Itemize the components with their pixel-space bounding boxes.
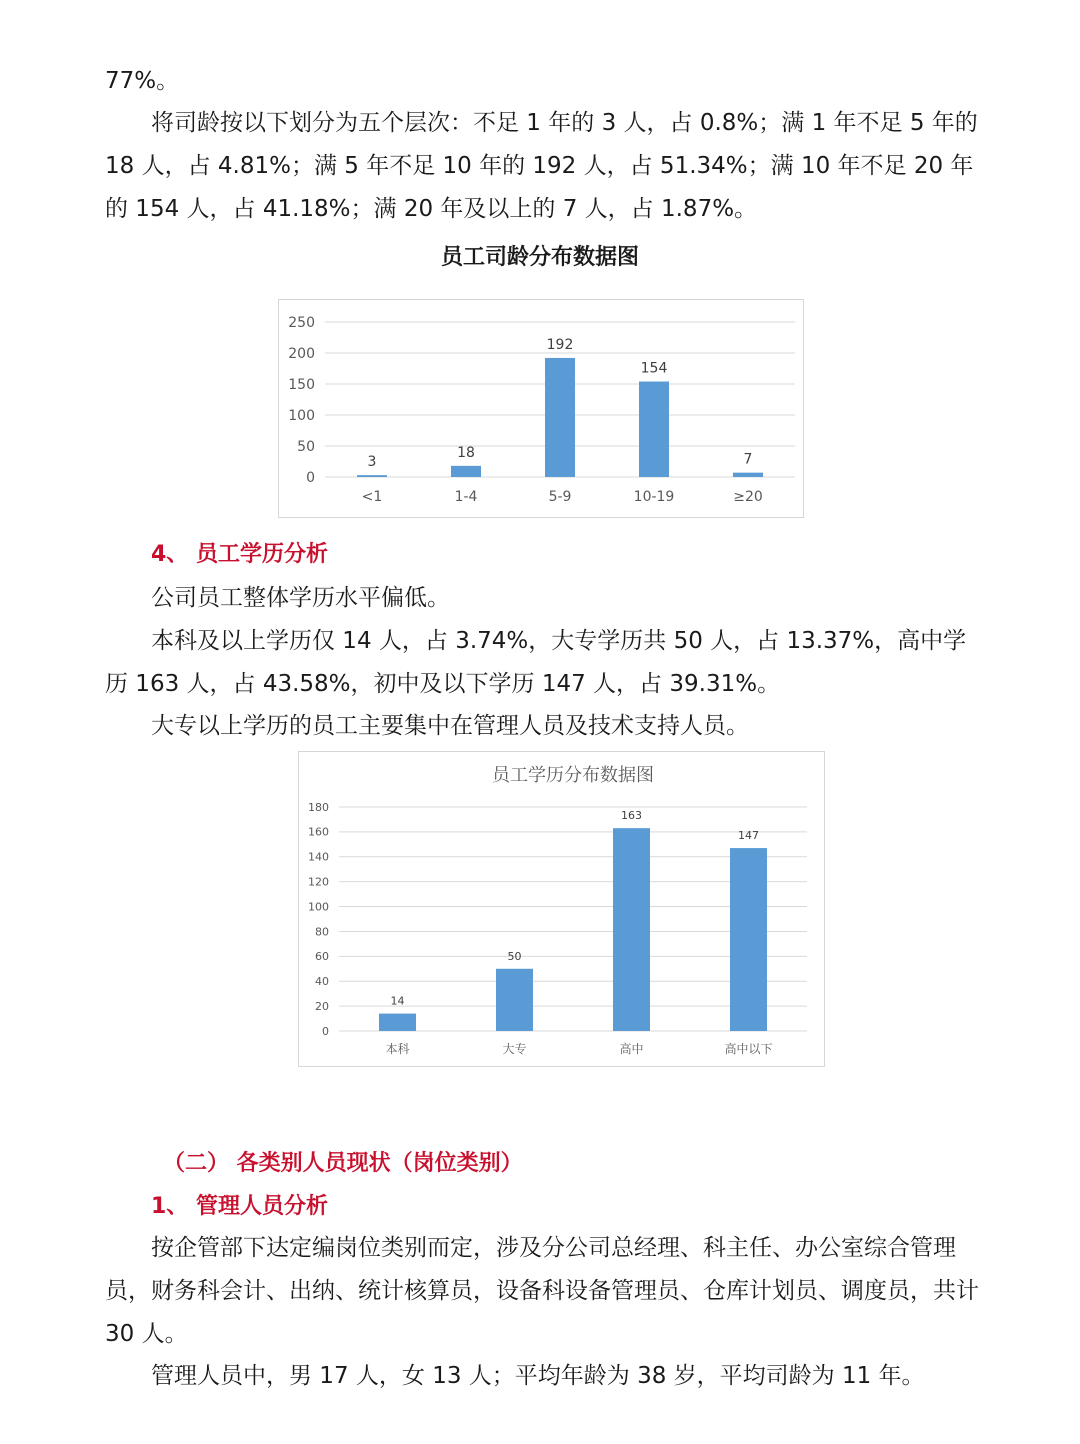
tenure-chart-title: 员工司龄分布数据图 [440, 245, 639, 270]
education-data-label: 50 [507, 949, 522, 963]
tenure-y-tick-label: 0 [306, 469, 315, 486]
section-heading-job-categories: （二） 各类别人员现状（岗位类别） [163, 1151, 523, 1176]
education-y-tick-label: 80 [315, 925, 329, 939]
education-y-tick-label: 160 [308, 825, 329, 839]
education-bar [730, 848, 767, 1031]
paragraph-management-positions: 按企管部下达定编岗位类别而定，涉及分公司总经理、科主任、办公室综合管理员，财务科会计、出纳、统计核算员，设备科设备管理员、仓库计划员、调度员，共计 30 人。 [105, 1235, 979, 1347]
education-bar [379, 1014, 416, 1031]
tenure-y-tick-label: 150 [288, 376, 315, 393]
tenure-y-tick-label: 200 [288, 345, 315, 362]
education-y-tick-label: 140 [308, 850, 329, 864]
education-bar [613, 828, 650, 1031]
education-y-tick-label: 0 [322, 1024, 329, 1038]
tenure-data-label: 3 [367, 454, 377, 471]
tenure-data-label: 7 [743, 451, 753, 468]
education-category-label: 高中以下 [724, 1042, 773, 1056]
tenure-category-label: ≥20 [733, 489, 763, 505]
education-y-tick-label: 60 [315, 950, 329, 964]
education-bar [496, 969, 533, 1031]
tenure-data-label: 154 [640, 360, 668, 377]
tenure-bar [639, 382, 669, 477]
tenure-chart-frame [278, 299, 804, 518]
tenure-category-label: 10-19 [633, 489, 675, 505]
paragraph-education-concentration: 大专以上学历的员工主要集中在管理人员及技术支持人员。 [151, 713, 749, 739]
education-inner-title: 员工学历分布数据图 [492, 765, 654, 786]
education-section-heading: 4、 员工学历分析 [151, 542, 328, 567]
paragraph-tenure-summary: 将司龄按以下划分为五个层次：不足 1 年的 3 人，占 0.8%；满 1 年不足 5 年的 18 人，占 4.81%；满 5 年不足 10 年的 192 人，占 51.34%；满 10 年不足 20 年的 154 人，占 41.18%；满 20 年及以上的 7 人，占 1.87%。 [105, 110, 978, 222]
tenure-bar-chart [279, 300, 803, 517]
tenure-bar [451, 466, 481, 477]
tenure-category-label: 1-4 [454, 489, 478, 505]
education-y-tick-label: 20 [315, 999, 329, 1013]
education-data-label: 163 [621, 809, 642, 823]
education-y-tick-label: 40 [315, 975, 329, 989]
education-bar-chart [299, 752, 824, 1066]
paragraph-education-level: 公司员工整体学历水平偏低。 [151, 585, 450, 611]
tenure-bar [357, 475, 387, 477]
education-data-label: 14 [390, 994, 405, 1008]
education-category-label: 大专 [502, 1042, 527, 1056]
tenure-bar [733, 473, 763, 477]
tenure-y-tick-label: 250 [288, 314, 315, 331]
paragraph-education-breakdown: 本科及以上学历仅 14 人，占 3.74%，大专学历共 50 人，占 13.37%，高中学历 163 人，占 43.58%，初中及以下学历 147 人，占 39.31%。 [105, 628, 967, 697]
education-y-tick-label: 120 [308, 875, 329, 889]
paragraph-management-demographics: 管理人员中，男 17 人，女 13 人；平均年龄为 38 岁，平均司龄为 11 年。 [151, 1363, 925, 1389]
education-y-tick-label: 180 [308, 800, 329, 814]
tenure-y-tick-label: 100 [288, 407, 315, 424]
management-section-heading: 1、 管理人员分析 [151, 1194, 328, 1219]
tenure-data-label: 18 [457, 444, 475, 461]
education-category-label: 高中 [619, 1042, 644, 1056]
tenure-category-label: <1 [361, 489, 383, 505]
tenure-data-label: 192 [546, 336, 574, 353]
education-y-tick-label: 100 [308, 900, 329, 914]
education-chart-frame [298, 751, 825, 1067]
education-category-label: 本科 [385, 1042, 410, 1056]
tenure-y-tick-label: 50 [297, 438, 315, 455]
education-data-label: 147 [738, 829, 759, 843]
tenure-category-label: 5-9 [548, 489, 572, 505]
tenure-bar [545, 358, 575, 477]
paragraph-continuation: 77%。 [105, 68, 180, 94]
